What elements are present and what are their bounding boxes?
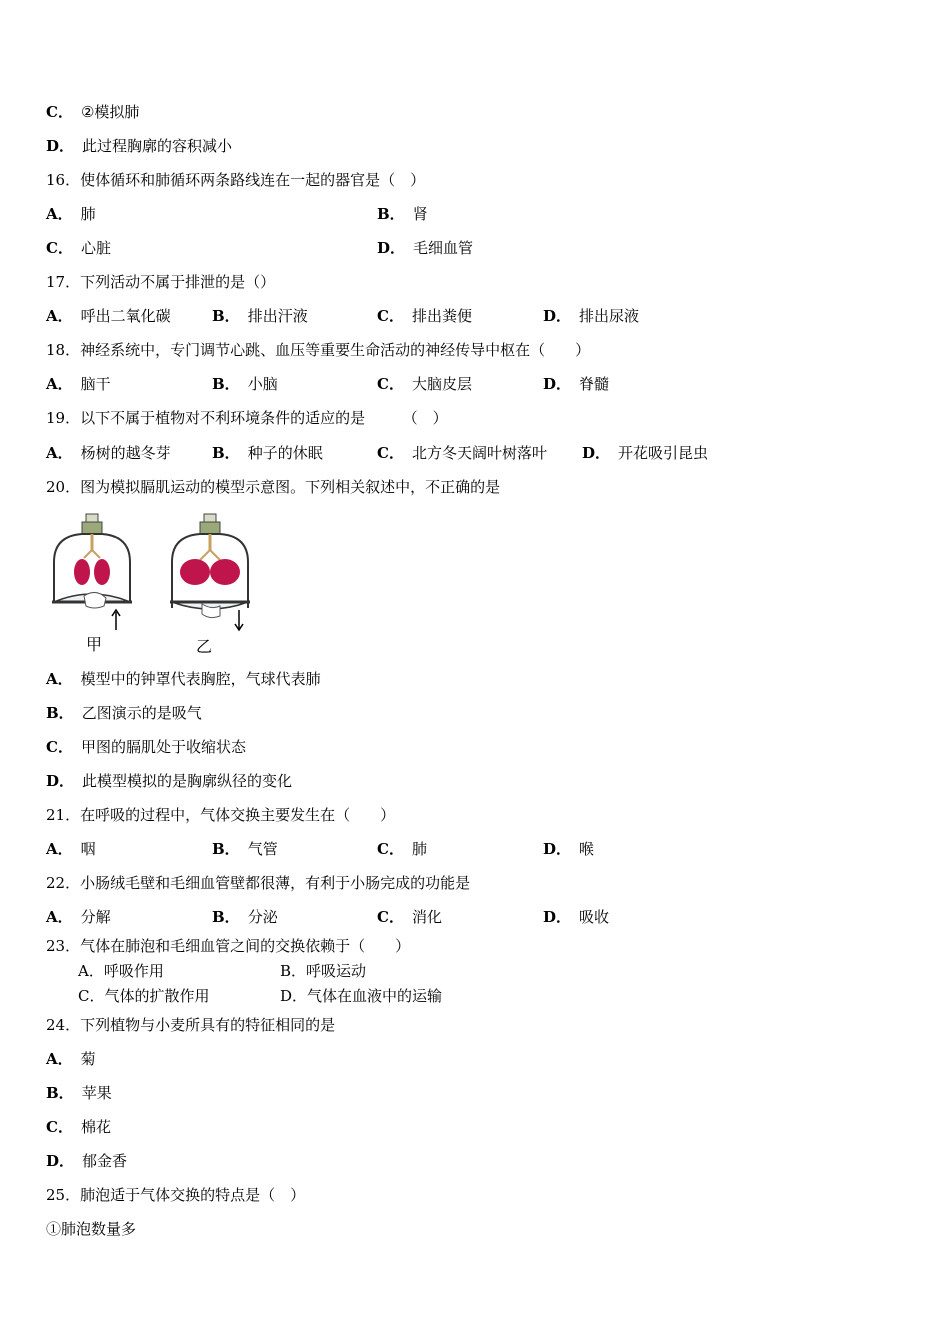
q19-option-d: D． 开花吸引昆虫 xyxy=(582,444,709,462)
q17-stem: 17．下列活动不属于排泄的是（） xyxy=(46,273,276,291)
q24-option-b: B． 苹果 xyxy=(46,1084,112,1102)
q21-stem: 21．在呼吸的过程中，气体交换主要发生在（ ） xyxy=(46,806,396,824)
q25-stem: 25．肺泡适于气体交换的特点是（ ） xyxy=(46,1186,306,1204)
right-lung-balloon xyxy=(94,559,110,585)
q22-option-d: D． 吸收 xyxy=(543,908,610,926)
model-jia xyxy=(52,514,132,654)
q20-option-d: D． 此模型模拟的是胸廓纵径的变化 xyxy=(46,772,293,790)
q23-option-a: A．呼吸作用 xyxy=(78,962,164,980)
left-lung-balloon xyxy=(74,559,90,585)
q18-option-a: A． 脑干 xyxy=(46,375,111,393)
q15-option-d: D． 此过程胸廓的容积减小 xyxy=(46,137,233,155)
q22-option-a: A． 分解 xyxy=(46,908,111,926)
q21-option-a: A． 咽 xyxy=(46,840,96,858)
q24-stem: 24．下列植物与小麦所具有的特征相同的是 xyxy=(46,1016,336,1034)
q22-stem: 22．小肠绒毛壁和毛细血管壁都很薄，有利于小肠完成的功能是 xyxy=(46,874,471,892)
q21-option-b: B． 气管 xyxy=(212,840,278,858)
q23-option-b: B．呼吸运动 xyxy=(280,962,367,980)
q18-option-d: D． 脊髓 xyxy=(543,375,610,393)
q23-stem: 23．气体在肺泡和毛细血管之间的交换依赖于（ ） xyxy=(46,937,411,955)
q16-option-c: C． 心脏 xyxy=(46,239,111,257)
q23-option-c: C．气体的扩散作用 xyxy=(78,987,210,1005)
q16-option-a: A． 肺 xyxy=(46,205,96,223)
q18-option-b: B． 小脑 xyxy=(212,375,278,393)
q23-option-d: D．气体在血液中的运输 xyxy=(280,987,443,1005)
left-lung-balloon-inflated xyxy=(180,559,210,585)
q25-item-1: ①肺泡数量多 xyxy=(46,1220,137,1238)
q20-option-b: B． 乙图演示的是吸气 xyxy=(46,704,202,722)
q16-option-d: D． 毛细血管 xyxy=(377,239,474,257)
q22-option-b: B． 分泌 xyxy=(212,908,278,926)
q22-option-c: C． 消化 xyxy=(377,908,442,926)
q24-option-d: D． 郁金香 xyxy=(46,1152,128,1170)
q24-option-a: A． 菊 xyxy=(46,1050,96,1068)
q15-option-c: C． ②模拟肺 xyxy=(46,103,140,121)
diaphragm-model-figure xyxy=(44,512,264,657)
q16-option-b: B． 肾 xyxy=(377,205,428,223)
q17-option-a: A． 呼出二氧化碳 xyxy=(46,307,171,325)
q19-stem: 19．以下不属于植物对不利环境条件的适应的是 （ ） xyxy=(46,409,448,427)
q21-option-c: C． 肺 xyxy=(377,840,427,858)
caption-jia: 甲 xyxy=(86,635,103,654)
q19-option-c: C． 北方冬天阔叶树落叶 xyxy=(377,444,547,462)
caption-yi: 乙 xyxy=(196,637,213,656)
q17-option-d: D． 排出尿液 xyxy=(543,307,640,325)
q19-option-b: B． 种子的休眠 xyxy=(212,444,323,462)
right-lung-balloon-inflated xyxy=(210,559,240,585)
q20-option-c: C． 甲图的膈肌处于收缩状态 xyxy=(46,738,246,756)
q16-stem: 16．使体循环和肺循环两条路线连在一起的器官是（ ） xyxy=(46,171,426,189)
q18-stem: 18．神经系统中，专门调节心跳、血压等重要生命活动的神经传导中枢在（ ） xyxy=(46,341,591,359)
model-yi xyxy=(170,514,250,656)
q18-option-c: C． 大脑皮层 xyxy=(377,375,472,393)
q20-stem: 20．图为模拟膈肌运动的模型示意图。下列相关叙述中，不正确的是 xyxy=(46,478,501,496)
q17-option-c: C． 排出粪便 xyxy=(377,307,472,325)
q17-option-b: B． 排出汗液 xyxy=(212,307,308,325)
q19-option-a: A． 杨树的越冬芽 xyxy=(46,444,171,462)
q24-option-c: C． 棉花 xyxy=(46,1118,111,1136)
q21-option-d: D． 喉 xyxy=(543,840,595,858)
q20-option-a: A． 模型中的钟罩代表胸腔，气球代表肺 xyxy=(46,670,321,688)
